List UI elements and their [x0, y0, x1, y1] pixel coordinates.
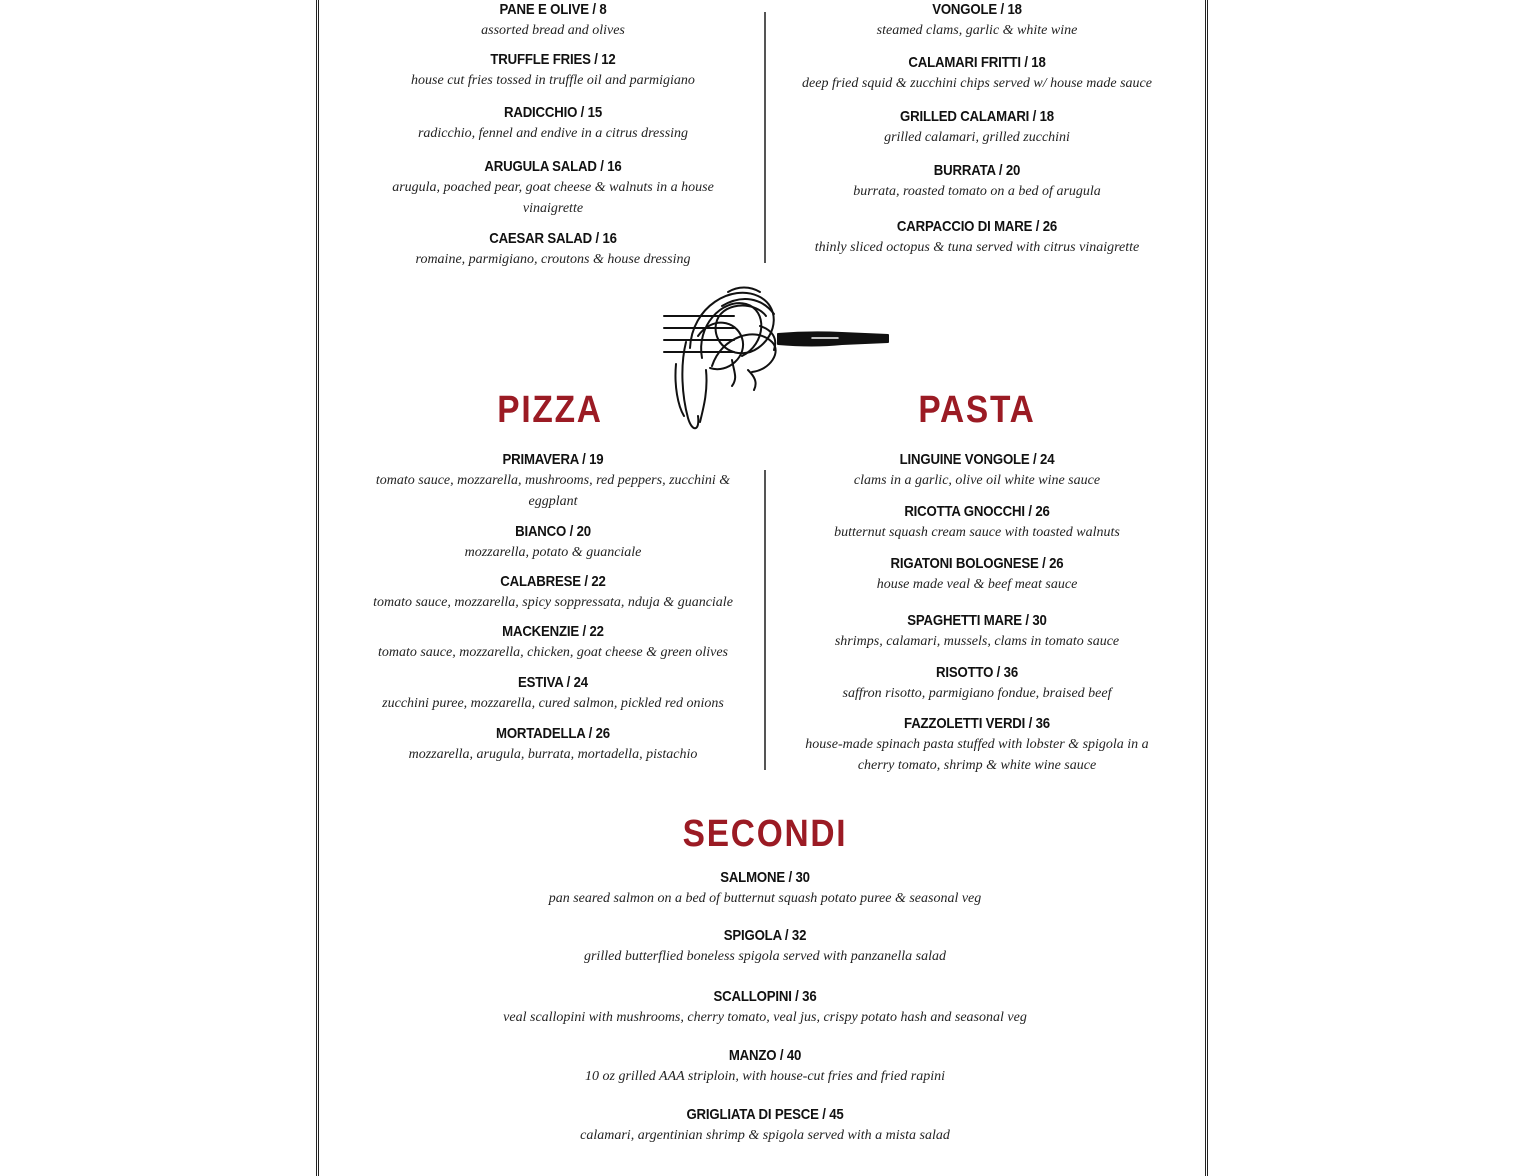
pasta-section-title: PASTA	[918, 389, 1036, 431]
item-description: radicchio, fennel and endive in a citrus dressing	[417, 126, 689, 141]
item-name: SPIGOLA / 32	[723, 927, 807, 944]
item-name: CALABRESE / 22	[500, 573, 606, 590]
item-description: tomato sauce, mozzarella, spicy soppressata, nduja & guanciale	[373, 595, 733, 610]
menu-item	[370, 622, 736, 663]
item-description: tomato sauce, mozzarella, mushrooms, red peppers, zucchini & eggplant	[375, 473, 731, 509]
menu-item	[480, 1046, 1050, 1087]
menu-item	[390, 157, 716, 219]
menu-item	[790, 0, 1164, 41]
item-description: calamari, argentinian shrimp & spigola served with a mista salad	[580, 1128, 950, 1143]
item-name: BURRATA / 20	[933, 162, 1021, 179]
menu-item	[480, 926, 1050, 967]
item-description: burrata, roasted tomato on a bed of arugula	[853, 184, 1101, 199]
item-name: PANE E OLIVE / 8	[499, 1, 607, 18]
item-description: thinly sliced octopus & tuna served with citrus vinaigrette	[814, 240, 1140, 255]
column-divider	[764, 470, 766, 770]
item-name: CARPACCIO DI MARE / 26	[896, 218, 1058, 235]
menu-item	[798, 502, 1156, 543]
menu-item	[798, 714, 1156, 776]
menu-item	[798, 663, 1156, 704]
item-name: TRUFFLE FRIES / 12	[490, 51, 616, 68]
item-description: clams in a garlic, olive oil white wine sauce	[853, 473, 1101, 488]
menu-item	[372, 103, 734, 144]
menu-item	[480, 1105, 1050, 1146]
menu-item	[370, 450, 736, 512]
menu-item	[372, 50, 734, 91]
item-description: arugula, poached pear, goat cheese & walnuts in a house vinaigrette	[392, 180, 714, 216]
item-description: assorted bread and olives	[481, 23, 625, 38]
item-description: house cut fries tossed in truffle oil and parmigiano	[411, 73, 695, 88]
item-name: FAZZOLETTI VERDI / 36	[904, 715, 1050, 732]
menu-item	[370, 673, 736, 714]
item-description: grilled calamari, grilled zucchini	[884, 130, 1070, 145]
menu-item	[480, 868, 1050, 909]
item-name: BIANCO / 20	[515, 523, 591, 540]
item-name: SALMONE / 30	[720, 869, 810, 886]
item-name: GRILLED CALAMARI / 18	[900, 108, 1054, 125]
item-name: MORTADELLA / 26	[496, 725, 610, 742]
menu-item	[790, 217, 1164, 258]
item-description: tomato sauce, mozzarella, chicken, goat cheese & green olives	[377, 645, 729, 660]
item-description: mozzarella, arugula, burrata, mortadella, pistachio	[408, 747, 698, 762]
menu-item	[790, 53, 1164, 94]
menu-item	[798, 450, 1156, 491]
item-description: 10 oz grilled AAA striploin, with house-cut fries and fried rapini	[585, 1069, 945, 1084]
menu-item	[372, 229, 734, 270]
item-name: MACKENZIE / 22	[502, 623, 604, 640]
item-description: saffron risotto, parmigiano fondue, braised beef	[842, 686, 1112, 701]
item-name: ARUGULA SALAD / 16	[484, 158, 622, 175]
item-name: RIGATONI BOLOGNESE / 26	[890, 555, 1064, 572]
item-name: RICOTTA GNOCCHI / 26	[904, 503, 1050, 520]
item-name: VONGOLE / 18	[932, 1, 1022, 18]
menu-item	[798, 611, 1156, 652]
column-divider	[764, 12, 766, 263]
item-name: SPAGHETTI MARE / 30	[907, 612, 1047, 629]
item-name: GRIGLIATA DI PESCE / 45	[686, 1106, 844, 1123]
menu-item	[480, 987, 1050, 1028]
item-description: pan seared salmon on a bed of butternut squash potato puree & seasonal veg	[548, 891, 982, 906]
menu-item	[798, 554, 1156, 595]
pizza-section-title: PIZZA	[497, 389, 603, 431]
item-description: butternut squash cream sauce with toasted walnuts	[834, 525, 1120, 540]
menu-item	[372, 0, 734, 41]
item-name: MANZO / 40	[728, 1047, 802, 1064]
secondi-section-title: SECONDI	[682, 813, 848, 855]
item-name: PRIMAVERA / 19	[502, 451, 604, 468]
item-description: shrimps, calamari, mussels, clams in tomato sauce	[834, 634, 1120, 649]
item-description: mozzarella, potato & guanciale	[464, 545, 642, 560]
item-description: house made veal & beef meat sauce	[876, 577, 1078, 592]
item-description: zucchini puree, mozzarella, cured salmon, pickled red onions	[382, 696, 724, 711]
fork-with-spaghetti-icon	[662, 286, 890, 434]
item-name: CALAMARI FRITTI / 18	[908, 54, 1046, 71]
menu-item	[370, 522, 736, 563]
item-description: grilled butterflied boneless spigola served with panzanella salad	[583, 949, 947, 964]
item-name: LINGUINE VONGOLE / 24	[899, 451, 1055, 468]
item-description: veal scallopini with mushrooms, cherry tomato, veal jus, crispy potato hash and seasonal veg	[503, 1010, 1027, 1025]
menu-item	[370, 572, 736, 613]
menu-item	[790, 107, 1164, 148]
item-name: SCALLOPINI / 36	[713, 988, 817, 1005]
item-description: steamed clams, garlic & white wine	[876, 23, 1078, 38]
item-name: RISOTTO / 36	[935, 664, 1019, 681]
item-description: house-made spinach pasta stuffed with lobster & spigola in a cherry tomato, shrimp & white wine sauce	[805, 737, 1149, 773]
item-description: romaine, parmigiano, croutons & house dressing	[415, 252, 691, 267]
menu-item	[790, 161, 1164, 202]
item-description: deep fried squid & zucchini chips served w/ house made sauce	[802, 76, 1152, 91]
item-name: RADICCHIO / 15	[503, 104, 603, 121]
item-name: ESTIVA / 24	[518, 674, 588, 691]
menu-item	[370, 724, 736, 765]
item-name: CAESAR SALAD / 16	[489, 230, 617, 247]
